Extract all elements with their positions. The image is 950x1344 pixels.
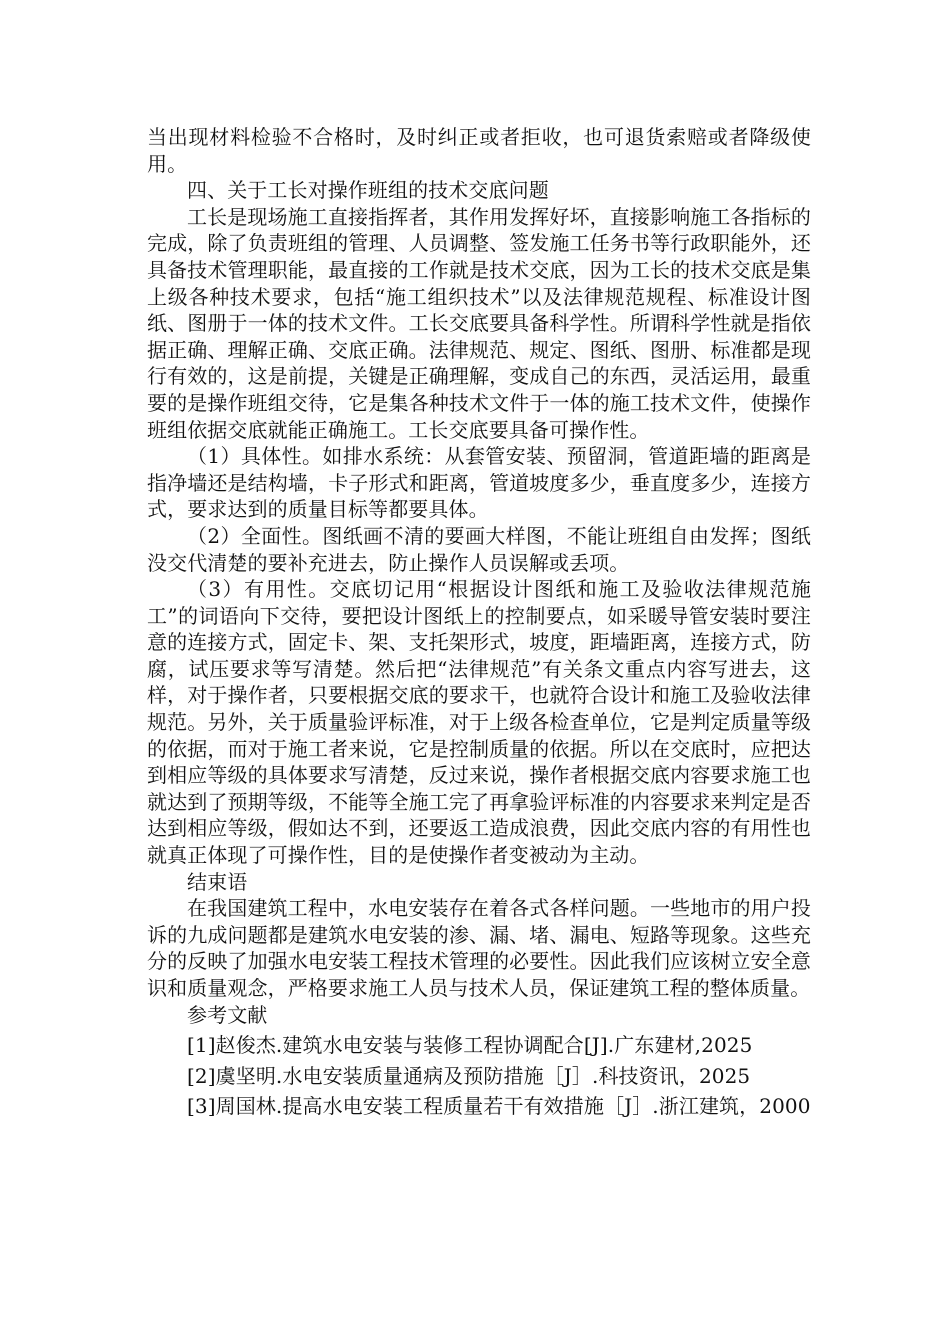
paragraph-comprehensiveness: （2）全面性。图纸画不清的要画大样图，不能让班组自由发挥；图纸没交代清楚的要补充进去，防止操作人员误解或丢项。 bbox=[147, 523, 811, 575]
paragraph-specificity: （1）具体性。如排水系统：从套管安装、预留洞，管道距墙的距离是指净墙还是结构墙，卡子形式和距离，管道坡度多少，垂直度多少，连接方式，要求达到的质量目标等都要具体。 bbox=[147, 444, 811, 522]
paragraph-usefulness: （3）有用性。交底切记用“根据设计图纸和施工及验收法律规范施工”的词语向下交待，要把设计图纸上的控制要点，如采暖导管安装时要注意的连接方式，固定卡、架、支托架形式，坡度，距墙距离，连接方式，防腐，试压要求等写清楚。然后把“法律规范”有关条文重点内容写进去，这样，对于操作者，只要根据交底的要求干，也就符合设计和施工及验收法律规范。另外，关于质量验评标准，对于上级各检查单位，它是判定质量等级的依据，而对于施工者来说，它是控制质量的依据。所以在交底时，应把达到相应等级的具体要求写清楚，反过来说，操作者根据交底内容要求施工也就达到了预期等级，不能等全施工完了再拿验评标准的内容要求来判定是否达到相应等级，假如达不到，还要返工造成浪费，因此交底内容的有用性也就真正体现了可操作性，目的是使操作者变被动为主动。 bbox=[147, 577, 811, 868]
section-heading-conclusion: 结束语 bbox=[187, 869, 248, 894]
paragraph-material-inspection: 当出现材料检验不合格时，及时纠正或者拒收，也可退货索赔或者降级使用。 bbox=[147, 125, 811, 176]
reference-item-2: [2]虞坚明.水电安装质量通病及预防措施［J］.科技资讯，2025 bbox=[187, 1063, 751, 1088]
reference-item-3: [3]周国林.提高水电安装工程质量若干有效措施［J］.浙江建筑，2000 bbox=[187, 1094, 811, 1119]
section-heading-references: 参考文献 bbox=[187, 1002, 268, 1027]
section-heading-technical-briefing: 四、关于工长对操作班组的技术交底问题 bbox=[187, 178, 549, 203]
paragraph-foreman-role: 工长是现场施工直接指挥者，其作用发挥好坏，直接影响施工各指标的完成，除了负责班组的管理、人员调整、签发施工任务书等行政职能外，还具备技术管理职能，最直接的工作就是技术交底，因为工长的技术交底是集上级各种技术要求，包括“施工组织技术”以及法律规范规程、标准设计图纸、图册于一体的技术文件。工长交底要具备科学性。所谓科学性就是指依据正确、理解正确、交底正确。法律规范、规定、图纸、图册、标准都是现行有效的，这是前提，关键是正确理解，变成自己的东西，灵活运用，最重要的是操作班组交待，它是集各种技术文件于一体的施工技术文件，使操作班组依据交底就能正确施工。工长交底要具备可操作性。 bbox=[147, 204, 811, 442]
paragraph-conclusion: 在我国建筑工程中，水电安装存在着各式各样问题。一些地市的用户投诉的九成问题都是建筑水电安装的渗、漏、堵、漏电、短路等现象。这些充分的反映了加强水电安装工程技术管理的必要性。因此我们应该树立安全意识和质量观念，严格要求施工人员与技术人员，保证建筑工程的整体质量。 bbox=[147, 896, 811, 1000]
reference-item-1: [1]赵俊杰.建筑水电安装与装修工程协调配合[J].广东建材,2025 bbox=[187, 1033, 753, 1058]
document-body bbox=[147, 124, 811, 1120]
